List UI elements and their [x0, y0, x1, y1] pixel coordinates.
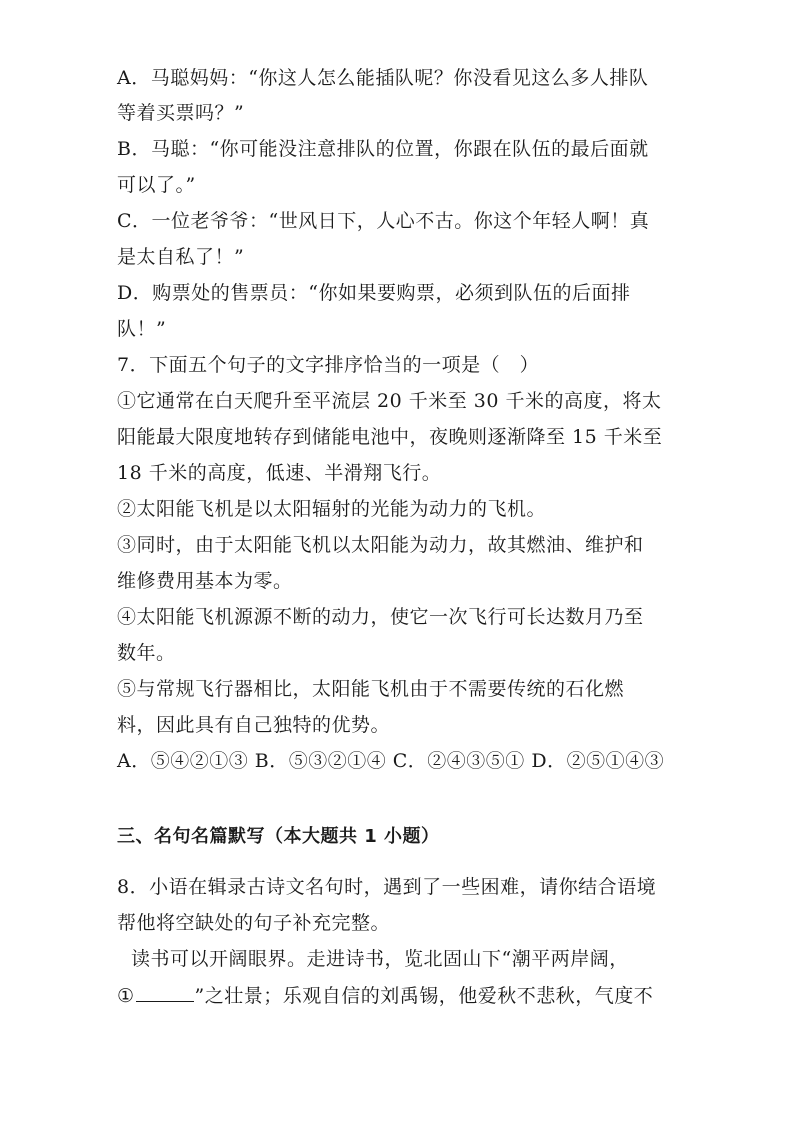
paragraph-line-2-text: ”之壮景；乐观自信的刘禹锡，他爱秋不悲秋，气度不 [194, 985, 654, 1007]
sentence-5-line-2: 料，因此具有自己独特的优势。 [117, 714, 391, 736]
option-b-line-2: 可以了。” [117, 174, 196, 196]
sentence-4-line-2: 数年。 [117, 642, 176, 664]
section-heading: 三、名句名篇默写（本大题共 1 小题） [117, 826, 440, 847]
sentence-3-line-1: ③同时，由于太阳能飞机以太阳能为动力，故其燃油、维护和 [117, 534, 644, 556]
sentence-1-line-2: 阳能最大限度地转存到储能电池中，夜晚则逐渐降至 15 千米至 [117, 426, 663, 448]
answer-blank[interactable] [136, 983, 194, 1002]
sentence-5-line-1: ⑤与常规飞行器相比，太阳能飞机由于不需要传统的石化燃 [117, 678, 625, 700]
question-8-paragraph-line-1: 读书可以开阔眼界。走进诗书，览北固山下“潮平两岸阔， [131, 948, 629, 970]
option-b-line-1: B．马聪：“你可能没注意排队的位置，你跟在队伍的最后面就 [117, 138, 649, 160]
question-7-options: A．⑤④②①③ B．⑤③②①④ C．②④③⑤① D．②⑤①④③ [117, 750, 665, 772]
option-d-line-1: D．购票处的售票员：“你如果要购票，必须到队伍的后面排 [117, 282, 631, 304]
blank-marker: ① [117, 985, 135, 1007]
sentence-1-line-3: 18 千米的高度，低速、半滑翔飞行。 [117, 462, 442, 484]
sentence-3-line-2: 维修费用基本为零。 [117, 570, 293, 592]
option-a-line-2: 等着买票吗？” [117, 102, 245, 124]
sentence-4-line-1: ④太阳能飞机源源不断的动力，使它一次飞行可长达数月乃至 [117, 606, 644, 628]
sentence-2: ②太阳能飞机是以太阳辐射的光能为动力的飞机。 [117, 498, 547, 520]
option-c-line-2: 是太自私了！” [117, 246, 245, 268]
option-a-line-1: A．马聪妈妈：“你这人怎么能插队呢？你没看见这么多人排队 [117, 67, 649, 89]
question-8-stem-line-1: 8．小语在辑录古诗文名句时，遇到了一些困难，请你结合语境 [117, 876, 657, 898]
question-7-stem: 7．下面五个句子的文字排序恰当的一项是（ ） [117, 354, 540, 376]
question-8-paragraph-line-2 [117, 983, 677, 1008]
option-d-line-2: 队！” [117, 318, 167, 340]
question-8-stem-line-2: 帮他将空缺处的句子补充完整。 [117, 912, 391, 934]
sentence-1-line-1: ①它通常在白天爬升至平流层 20 千米至 30 千米的高度，将太 [117, 390, 662, 412]
option-c-line-1: C．一位老爷爷：“世风日下，人心不古。你这个年轻人啊！真 [117, 210, 650, 232]
